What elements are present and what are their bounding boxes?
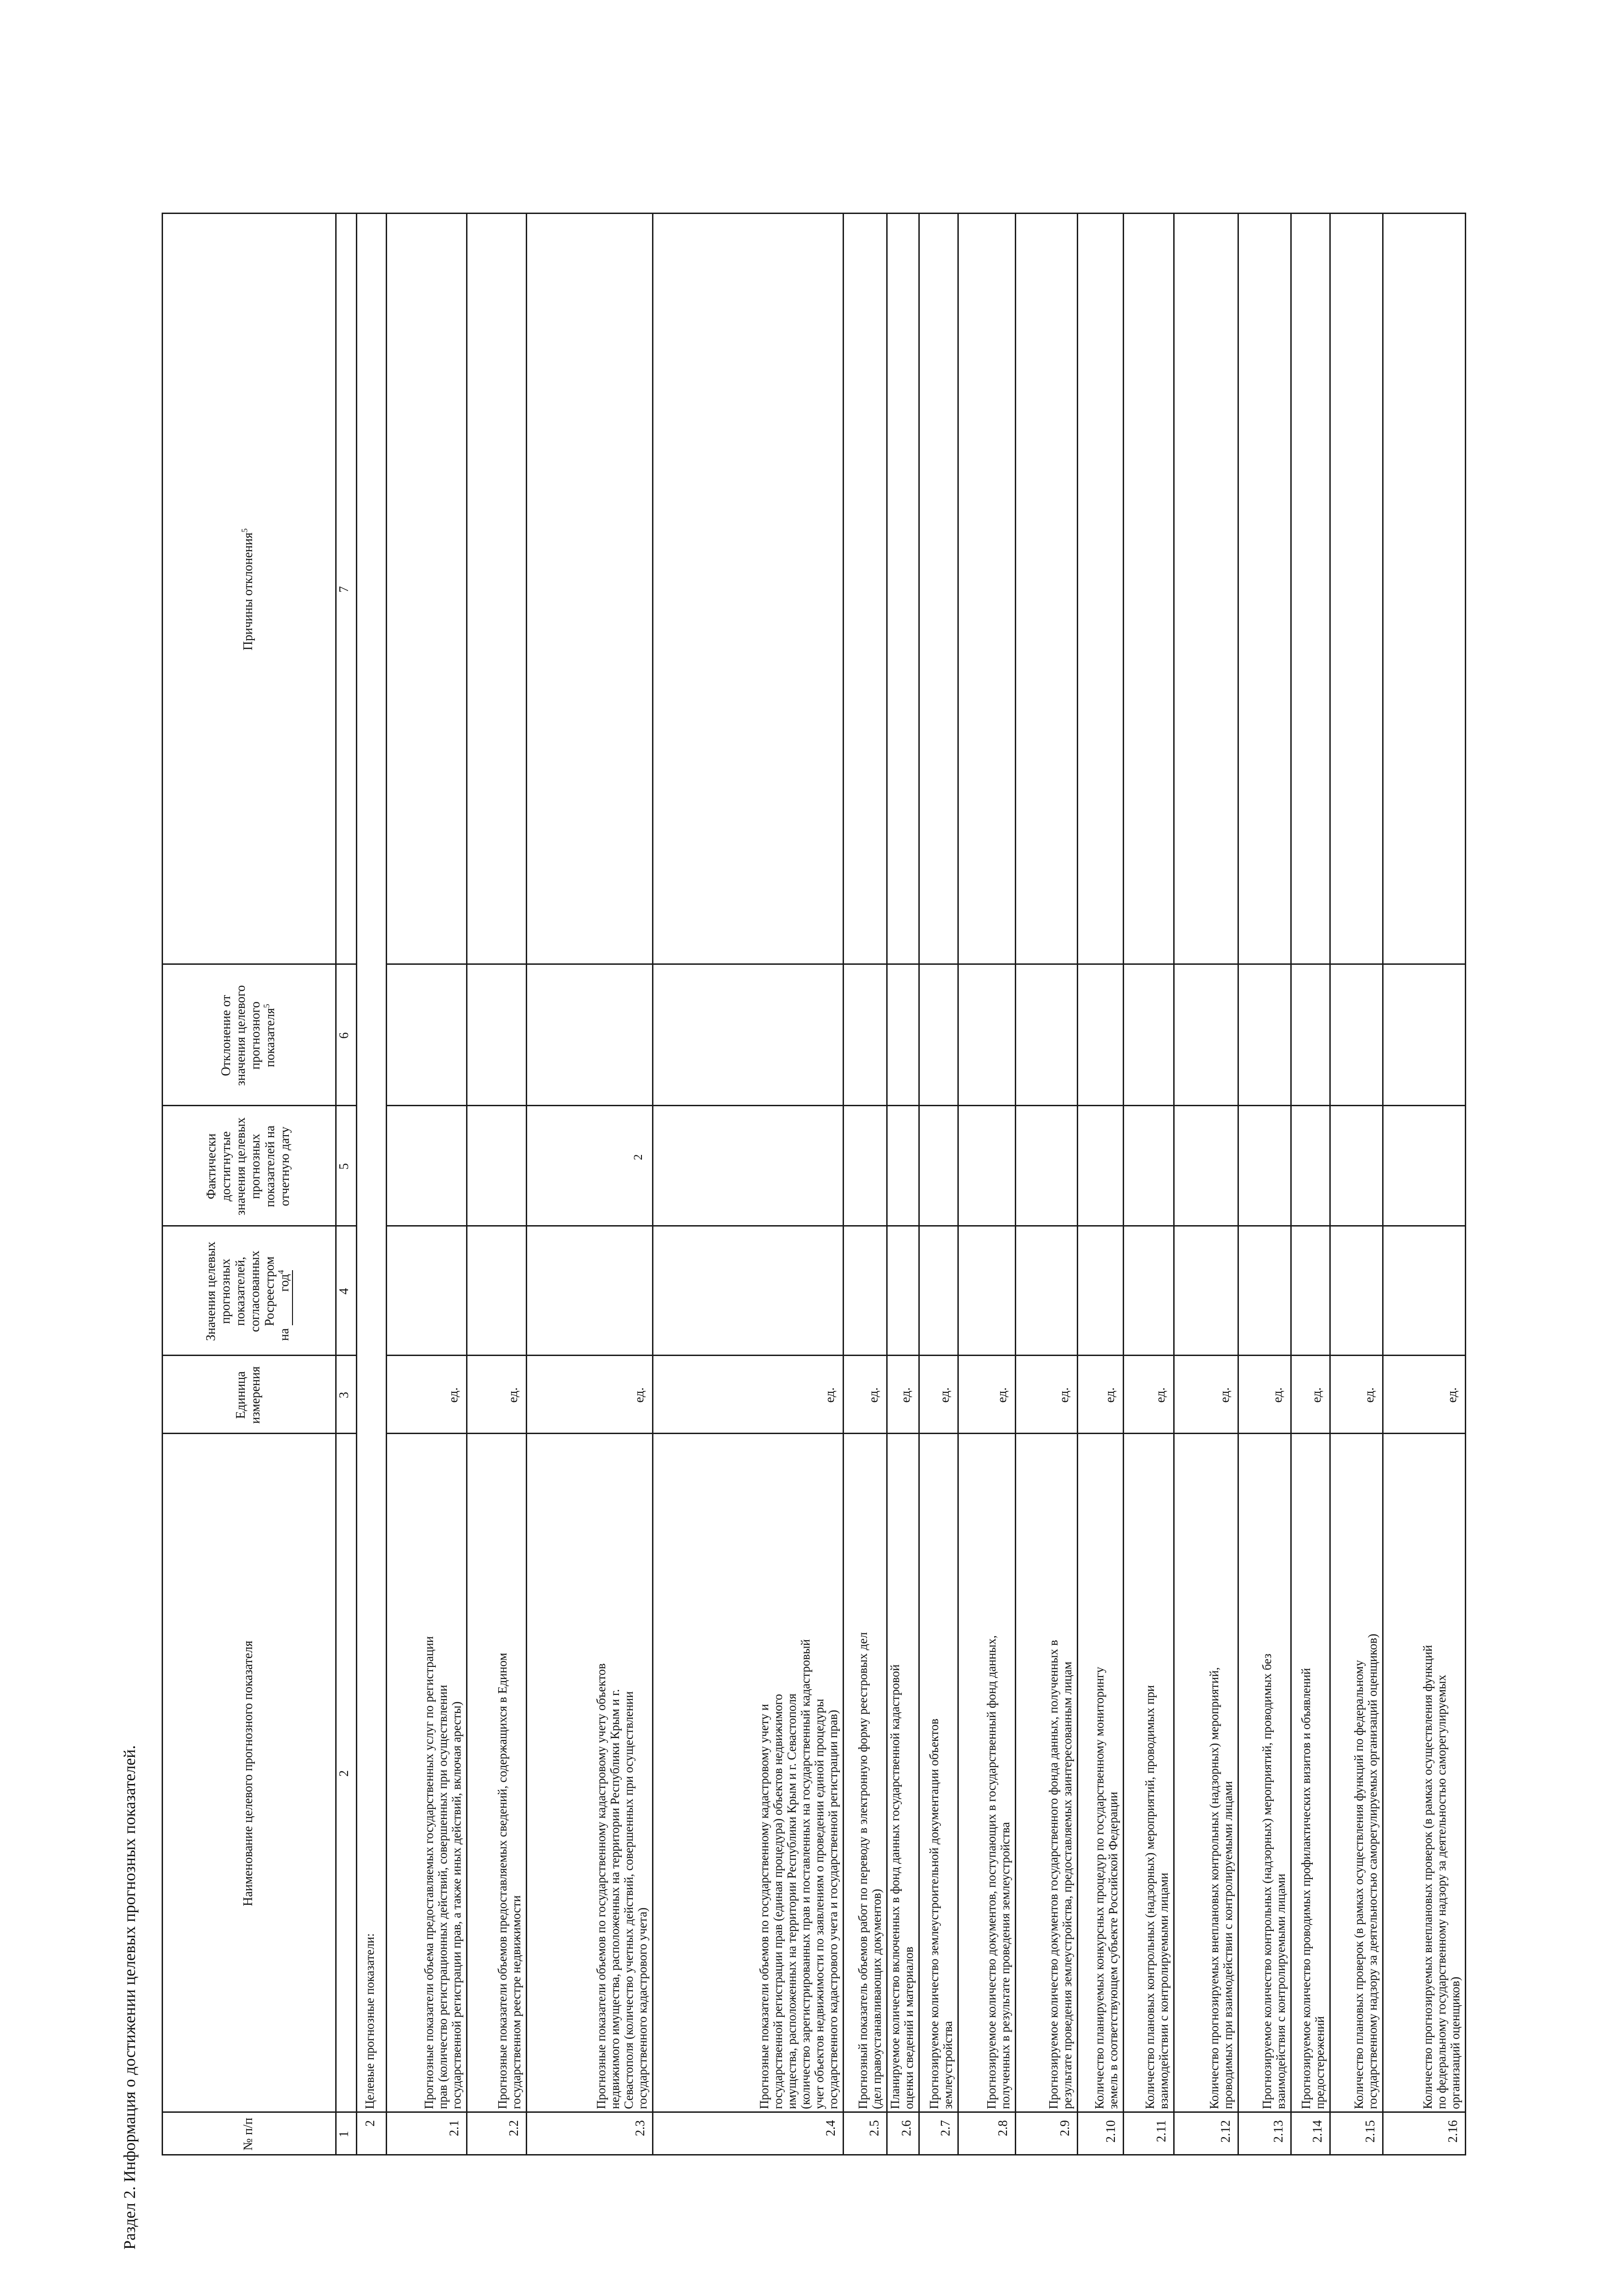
row-unit: ед.	[938, 1387, 952, 1403]
table-row-border	[1173, 213, 1175, 2155]
header-col-unit: Единица измерения	[234, 1366, 263, 1424]
row-number: 2.13	[1271, 2120, 1286, 2143]
section-row-label: Целевые прогнозные показатели:	[363, 1933, 377, 2109]
row-unit: ед.	[1362, 1387, 1377, 1403]
row-number: 2.15	[1363, 2120, 1378, 2143]
column-number: 4	[337, 1288, 351, 1294]
row-indicator-name: Количество плановых контрольных (надзорных) мероприятий, проводимых при взаимодействии с контролируемыми лицами	[1143, 1685, 1170, 2109]
column-number: 7	[337, 586, 351, 593]
row-number: 2.16	[1446, 2120, 1460, 2143]
table-right-border	[162, 213, 1466, 214]
row-indicator-name: Прогнозные показатели объема предоставляемых государственных услуг по регистрации прав (количество регистрационных действий, совершенных при осуществлении государственной регистрации прав, а также иных действий, включая аресты)	[422, 1636, 463, 2109]
table-row-border	[1465, 213, 1466, 2155]
table-row-border	[843, 213, 844, 2155]
row-unit: ед.	[1218, 1387, 1232, 1403]
row-indicator-name: Количество планируемых конкурсных процедур по государственному мониторингу земель в соответствующем субъекте Российской Федерации	[1092, 1666, 1120, 2109]
column-number: 1	[337, 2131, 351, 2138]
row-indicator-name: Прогнозируемое количество проводимых профилактических визитов и объявлений предостережений	[1299, 1668, 1327, 2109]
row-indicator-name: Прогнозный показатель объемов работ по переводу в электронную форму реестровых дел (дел правоустанавливающих документов)	[856, 1632, 883, 2109]
row-number: 2.2	[507, 2120, 521, 2136]
row-number: 2.1	[447, 2120, 461, 2136]
row-number: 2.9	[1058, 2120, 1072, 2136]
row-number: 2.10	[1104, 2120, 1118, 2143]
row-unit: ед.	[899, 1387, 913, 1403]
table-row-border	[918, 213, 920, 2155]
section-row-number: 2	[363, 2120, 377, 2127]
table-column-border	[162, 1105, 357, 1106]
row-indicator-name: Планируемое количество включенных в фонд данных государственной кадастровой оценки сведений и материалов	[888, 1664, 916, 2109]
row-number: 2.6	[900, 2120, 914, 2136]
row-number: 2.3	[633, 2120, 647, 2136]
table-row-border	[1077, 213, 1078, 2155]
row-number: 2.12	[1219, 2120, 1233, 2143]
column-number: 2	[337, 1770, 351, 1777]
row-indicator-name: Количество плановых проверок (в рамках осуществления функций по федеральному государственному надзору за деятельностью саморегулируемых организаций оценщиков)	[1352, 1633, 1379, 2109]
table-column-border	[386, 1105, 1466, 1106]
header-col-name: Наименование целевого прогнозного показателя	[241, 1640, 255, 1907]
row-unit: ед.	[446, 1387, 461, 1403]
header-col-number: № п/п	[241, 2117, 255, 2151]
header-col-deviation: Отклонение от значения целевого прогнозного показателя$^5$	[219, 985, 277, 1086]
table-row-border	[957, 213, 959, 2155]
table-row-border	[1238, 213, 1239, 2155]
header-col-reasons: Причины отклонения$^5$	[240, 528, 255, 651]
table-column-border	[386, 1355, 1466, 1356]
row-indicator-name: Прогнозируемое количество землеустроительной документации объектов землеустройства	[927, 1718, 955, 2109]
page-number: 2	[631, 1154, 645, 1160]
table-column-border	[386, 963, 1466, 965]
table-row-border	[1329, 213, 1331, 2155]
header-col-actual-values: Фактически достигнутые значения целевых прогнозных показателей на отчетную дату	[204, 1117, 292, 1216]
table-row-border	[1015, 213, 1016, 2155]
table-column-border	[162, 2111, 1466, 2113]
table-column-border	[386, 1433, 1466, 1434]
table-row-border	[356, 213, 357, 2155]
row-number: 2.7	[939, 2120, 953, 2136]
row-number: 2.4	[824, 2120, 838, 2136]
table-row-border	[1382, 213, 1384, 2155]
row-number: 2.11	[1154, 2120, 1169, 2142]
column-number: 5	[337, 1163, 351, 1170]
table-row-border	[886, 213, 888, 2155]
table-column-border	[162, 1355, 357, 1356]
row-unit: ед.	[632, 1387, 647, 1403]
row-unit: ед.	[823, 1387, 837, 1403]
table-left-border	[162, 2154, 1466, 2155]
table-column-border	[162, 963, 357, 965]
row-indicator-name: Прогнозные показатели объемов предоставляемых сведений, содержащихся в Едином государственном реестре недвижимости	[495, 1653, 523, 2109]
row-unit: ед.	[1310, 1387, 1324, 1403]
column-number: 3	[337, 1392, 351, 1398]
table-row-border	[1123, 213, 1124, 2155]
row-unit: ед.	[1057, 1387, 1071, 1403]
column-number: 6	[337, 1032, 351, 1039]
table-row-border	[1290, 213, 1292, 2155]
table-row-border	[466, 213, 467, 2155]
header-col-target-values: Значения целевых прогнозных показателей, согласованных Росреестром на год$^4$	[162, 1227, 335, 1356]
row-unit: ед.	[1103, 1387, 1117, 1403]
table-column-border	[162, 1433, 357, 1434]
table-row-border	[386, 213, 387, 2155]
row-number: 2.14	[1311, 2120, 1325, 2143]
section-heading: Раздел 2. Информация о достижении целевых прогнозных показателей.	[120, 1745, 139, 2250]
row-unit: ед.	[1153, 1387, 1168, 1403]
row-unit: ед.	[506, 1387, 520, 1403]
row-indicator-name: Прогнозируемое количество контрольных (надзорных) мероприятий, проводимых без взаимодействия с контролируемыми лицами	[1260, 1654, 1288, 2109]
row-indicator-name: Количество прогнозируемых внеплановых контрольных (надзорных) мероприятий, проводимых при взаимодействии с контролируемыми лицами	[1207, 1667, 1235, 2109]
row-number: 2.8	[996, 2120, 1010, 2136]
row-indicator-name: Прогнозные показатели объемов по государственному кадастровому учету и государственной регистрации прав (единая процедура) объектов недвижимого имущества, расположенных на территории Республики Крым и г. Севастополя (количество зарегистрированных прав и поставленных на государственный кадастровый учет объектов недвижимости по заявлениям о проведении единой процедуры государственного кадастрового учета и государственной регистрации прав)	[757, 1639, 840, 2109]
row-indicator-name: Количество прогнозируемых внеплановых проверок (в рамках осуществления функций по федеральному государственному надзору за деятельностью саморегулируемых организаций оценщиков)	[1421, 1645, 1462, 2109]
row-indicator-name: Прогнозируемое количество документов, поступающих в государственный фонд данных, полученных в результате проведения землеустройства	[984, 1635, 1012, 2109]
table-top-border	[162, 213, 163, 2155]
row-number: 2.5	[867, 2120, 882, 2136]
table-row-border	[526, 213, 527, 2155]
row-unit: ед.	[1271, 1387, 1285, 1403]
table-row-border	[652, 213, 653, 2155]
row-unit: ед.	[995, 1387, 1009, 1403]
row-indicator-name: Прогнозные показатели объемов по государственному кадастровому учету объектов недвижимого имущества, расположенных на территории Республики Крым и г. Севастополя (количество учетных действий, совершенных при осуществлении государственного кадастрового учета)	[594, 1663, 649, 2109]
row-unit: ед.	[866, 1387, 881, 1403]
table-column-border	[162, 1225, 357, 1227]
row-unit: ед.	[1445, 1387, 1459, 1403]
table-column-border	[386, 1225, 1466, 1227]
table-row-border	[335, 213, 337, 2155]
row-indicator-name: Прогнозируемое количество документов государственного фонда данных, полученных в результате проведения землеустройства, предоставляемых заинтересованным лицам	[1046, 1640, 1074, 2109]
